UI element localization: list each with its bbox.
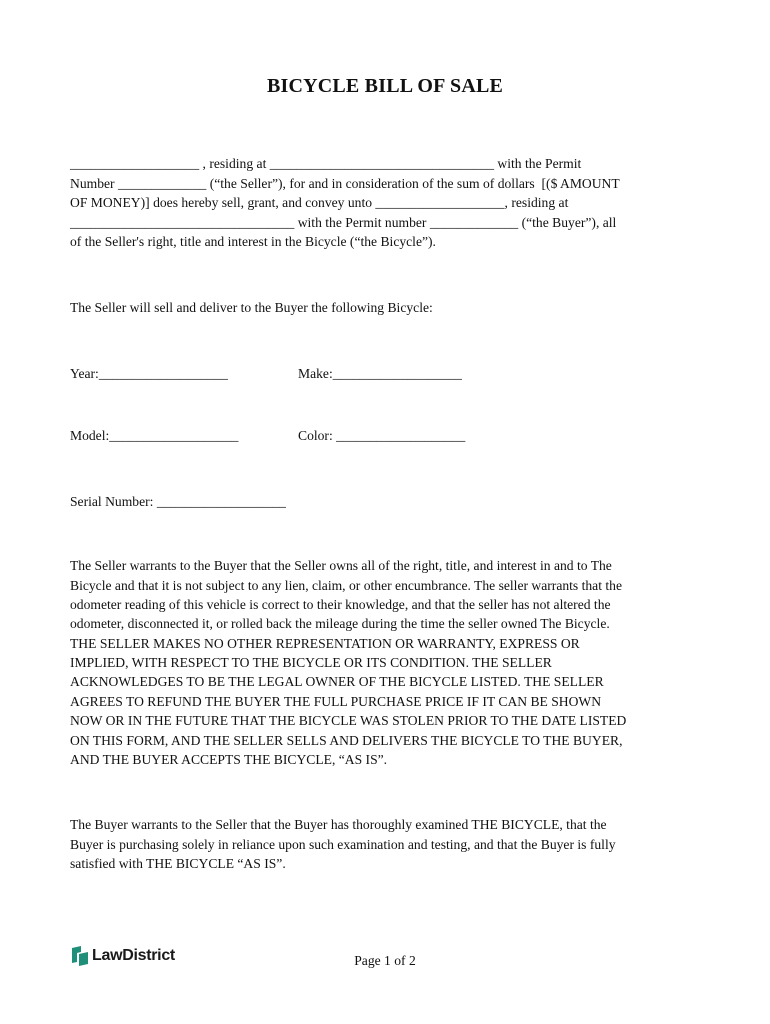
document-title: BICYCLE BILL OF SALE	[266, 75, 504, 97]
seller-warranty-line: THE SELLER MAKES NO OTHER REPRESENTATION OR WARRANTY, EXPRESS OR	[70, 636, 580, 651]
seller-warranty-line: odometer reading of this vehicle is correct to their knowledge, and that the seller has not altered the	[70, 597, 611, 612]
page-number: Page 1 of 2	[354, 953, 416, 968]
sell-statement: The Seller will sell and deliver to the Buyer the following Bicycle:	[70, 300, 433, 315]
seller-warranty-line: AGREES TO REFUND THE BUYER THE FULL PURCHASE PRICE IF IT CAN BE SHOWN	[70, 694, 602, 709]
seller-warranty-line: AND THE BUYER ACCEPTS THE BICYCLE, “AS IS”.	[70, 752, 388, 767]
buyer-warranty-line: satisfied with THE BICYCLE “AS IS”.	[70, 856, 286, 871]
buyer-warranty-line: Buyer is purchasing solely in reliance upon such examination and testing, and that the Buyer is fully	[70, 837, 616, 852]
seller-warranty-line: Bicycle and that it is not subject to any lien, claim, or other encumbrance. The seller warrants that the	[70, 578, 623, 593]
color-field: Color: ___________________	[298, 428, 466, 443]
intro-line: Number _____________ (“the Seller”), for and in consideration of the sum of dollars [($ AMOUNT	[70, 176, 620, 191]
intro-line: ___________________ , residing at _________________________________ with the Permit	[70, 156, 582, 171]
seller-warranty-line: odometer, disconnected it, or rolled back the mileage during the time the seller owned The Bicycle.	[70, 616, 610, 631]
seller-warranty-line: IMPLIED, WITH RESPECT TO THE BICYCLE OR ITS CONDITION. THE SELLER	[70, 655, 552, 670]
make-field: Make:___________________	[298, 366, 462, 381]
buyer-warranty-line: The Buyer warrants to the Seller that the Buyer has thoroughly examined THE BICYCLE, that the	[70, 817, 607, 832]
year-field: Year:___________________	[70, 366, 228, 381]
seller-warranty-line: The Seller warrants to the Buyer that the Seller owns all of the right, title, and interest in and to The	[70, 558, 612, 573]
intro-line: OF MONEY)] does hereby sell, grant, and convey unto ___________________, residing at	[70, 195, 569, 210]
serial-number-field: Serial Number: ___________________	[70, 494, 286, 509]
model-field: Model:___________________	[70, 428, 239, 443]
seller-warranty-line: ON THIS FORM, AND THE SELLER SELLS AND DELIVERS THE BICYCLE TO THE BUYER,	[70, 733, 623, 748]
seller-warranty-line: NOW OR IN THE FUTURE THAT THE BICYCLE WAS STOLEN PRIOR TO THE DATE LISTED	[70, 713, 627, 728]
seller-warranty-line: ACKNOWLEDGES TO BE THE LEGAL OWNER OF THE BICYCLE LISTED. THE SELLER	[70, 674, 604, 689]
logo-text: LawDistrict	[92, 947, 175, 964]
intro-line: _________________________________ with the Permit number _____________ (“the Buyer”), all	[70, 215, 617, 230]
intro-line: of the Seller's right, title and interest in the Bicycle (“the Bicycle”).	[70, 234, 436, 249]
